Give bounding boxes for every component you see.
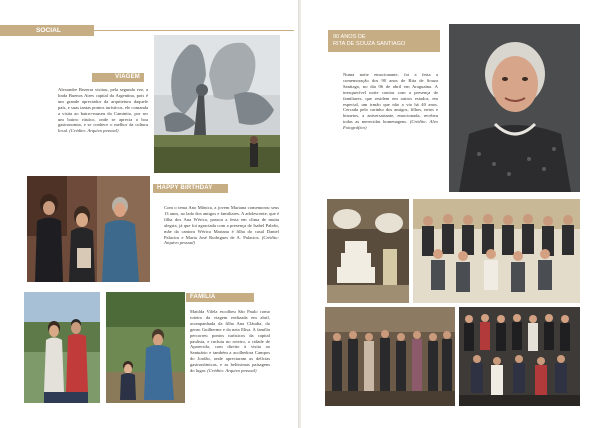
viagem-text-body: Alexandre Bezerra visitou, pela segunda vez, a linda Buenos Aires capital da Argentina, pois é um grande apreciador da arquitetura daquele país, e suas tantas pontos turísticos, ele comanda a visita ao bairro-museu do Caminito, por ser um bairro rústico, onde se aprecia a boa gastronomia, e se conhece o melhor da cultura local. (58, 87, 148, 134)
familia-credit: (Crédito: Arquivo pessoal) (207, 368, 257, 374)
viagem-credit: (Crédito: Arquivo pessoal) (69, 128, 119, 134)
familia-text (190, 309, 270, 374)
section-rule (94, 30, 294, 31)
photo-birthday-cake (327, 199, 409, 303)
aniversario-title (328, 30, 440, 52)
aniversario-title-line1: 90 ANOS DE (333, 34, 366, 40)
photo-family-group-3 (459, 307, 580, 406)
photo-family-group-1 (413, 199, 580, 303)
familia-tag: FAMÍLIA (186, 293, 254, 302)
birthday-text-body: Com o tema Ano Mônica, a jovem Mariana comemorou seus 13 anos, ao lado dos amigos e familiares. A adolescente, que é filha dos Ana Wérica, passou a festa em clima de muita alegria, já que foi agraciada com a presença de Isabel Paleão, mãe da cantora Wérica Mariana é filha do casal Daniel Palacios e Maria José Rodrigues de A. Palacios. (164, 205, 279, 240)
photo-family-group-2 (325, 307, 455, 406)
left-page (0, 0, 299, 428)
aniversario-title-line2: RITA DE SOUZA SANTIAGO (333, 41, 406, 47)
birthday-tag: HAPPY BIRTHDAY (153, 184, 228, 193)
photo-buenos-aires-sculpture (154, 35, 280, 173)
viagem-text (58, 87, 148, 134)
section-title: SOCIAL ARAGUAÍNA (0, 25, 94, 36)
photo-family-couple (24, 292, 100, 403)
aniversario-credit: (Crédito: Alvo Fotográfico) (343, 119, 438, 131)
photo-family-child (106, 292, 185, 403)
aniversario-text-body: Numa noite emocionante, foi a festa a comemoração dos 90 anos de Rita de Souza Santiago, no dia 06 de abril em Araguaína. A inesquecível noite contou com a presença de familiares, que residem em outros estados, em especial, um irmão que não a via há 40 anos. Cercada pelo carinho dos amigos, filhos, netos e bisnetos, a aniversariante, emocionada, recebeu todas as merecidas homenagens. (343, 72, 438, 125)
viagem-tag: VIAGEM (92, 73, 144, 82)
aniversario-text (343, 72, 438, 131)
birthday-text (164, 205, 279, 246)
photo-rita-portrait (449, 24, 580, 192)
familia-text-body: Matilda Vilela escolheu São Paulo como roteiro da viagem realizada em abril, acompanhada da filha Ana Cláudia, do genro Guilherme e da neta Elisa. A família percorreu pontos turísticos da capital paulista, e incluiu no roteiro, a cidade de Aparecida, com direito à visita ao Santuário e também a acolhedora Campos do Jordão, onde apreciaram as delícias gastronômicas, e as belíssimas paisagens do lugar. (190, 309, 270, 374)
photo-birthday-family (27, 176, 150, 282)
birthday-credit: (Crédito: Arquivo pessoal) (164, 234, 279, 246)
